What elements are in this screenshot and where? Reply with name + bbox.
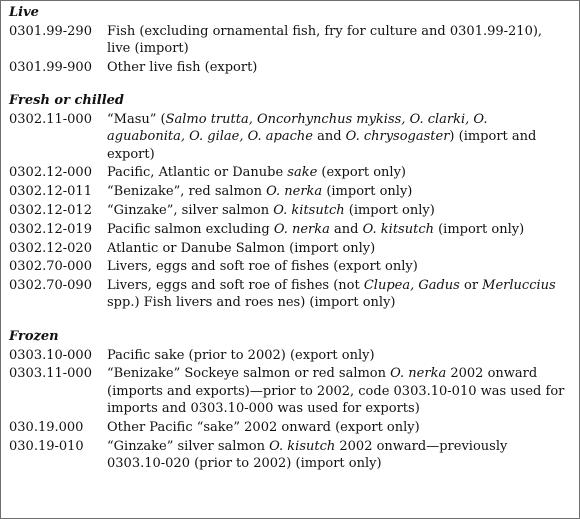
description-text: “Masu” ( <box>107 111 166 127</box>
species-name: O. nerka <box>390 366 447 382</box>
section-heading: Live <box>9 5 39 20</box>
code-row <box>9 258 575 275</box>
commodity-description <box>107 221 575 238</box>
code-row <box>9 59 575 76</box>
commodity-code: 0302.12-011 <box>9 184 92 200</box>
description-text: 2002 onward (imports and exports)—prior to 2002, code 0303.10-010 was used for imports and 0303.10-000 was used for exports) <box>107 366 565 416</box>
code-row <box>9 365 575 417</box>
commodity-description <box>107 419 575 436</box>
commodity-code: 0302.12-019 <box>9 221 92 237</box>
code-row <box>9 202 575 219</box>
code-row <box>9 240 575 257</box>
description-text: “Ginzake”, silver salmon <box>107 202 274 218</box>
description-text: or <box>459 278 483 294</box>
code-row <box>9 111 575 163</box>
description-text: and <box>329 221 363 237</box>
species-name: O. chrysogaster <box>345 129 450 145</box>
code-row <box>9 277 575 312</box>
description-text: Pacific, Atlantic or Danube <box>107 165 288 181</box>
code-row <box>9 347 575 364</box>
species-name: O. nerka <box>273 221 330 237</box>
code-list <box>9 4 575 488</box>
description-text: (import only) <box>344 202 435 218</box>
description-text: Fish (excluding ornamental fish, fry for culture and 0301.99-210), live (import) <box>107 23 543 57</box>
species-name: O. kitsutch <box>362 221 434 237</box>
code-row <box>9 438 575 473</box>
commodity-description <box>107 365 575 417</box>
commodity-description <box>107 183 575 200</box>
commodity-code: 0302.12-020 <box>9 240 92 256</box>
species-name: O. kisutch <box>269 438 336 454</box>
description-text: Pacific sake (prior to 2002) (export only) <box>107 347 375 363</box>
commodity-description <box>107 277 575 312</box>
commodity-code: 0302.70-000 <box>9 259 92 275</box>
commodity-description <box>107 59 575 76</box>
description-text: Livers, eggs and soft roe of fishes (export only) <box>107 259 418 275</box>
commodity-code: 0302.12-012 <box>9 202 92 218</box>
description-text: Atlantic or Danube Salmon (import only) <box>107 240 376 256</box>
description-text: “Benizake”, red salmon <box>107 184 267 200</box>
section-heading: Frozen <box>9 328 59 344</box>
description-text: (import only) <box>433 221 525 237</box>
commodity-description <box>107 202 575 219</box>
code-row <box>9 419 575 436</box>
description-text: “Benizake” Sockeye salmon or red salmon <box>107 366 391 382</box>
description-text: (import only) <box>322 184 413 200</box>
description-text: (export only) <box>317 165 407 181</box>
commodity-code: 0303.10-000 <box>9 347 92 363</box>
commodity-description <box>107 164 575 181</box>
code-row <box>9 183 575 200</box>
commodity-code: 0303.11-000 <box>9 366 92 382</box>
description-text: Pacific salmon excluding <box>107 221 274 237</box>
commodity-description <box>107 438 575 473</box>
species-name: sake <box>287 165 318 181</box>
species-name: Merluccius <box>482 278 556 294</box>
section-heading: Fresh or chilled <box>9 93 125 109</box>
description-text: Other live fish (export) <box>107 59 258 75</box>
description-text: 2002 onward—previously 0303.10-020 (prior to 2002) (import only) <box>107 438 508 471</box>
commodity-code: 0302.12-000 <box>9 165 92 181</box>
code-row <box>9 23 575 58</box>
code-row <box>9 221 575 238</box>
description-text: spp.) Fish livers and roes nes) (import only) <box>107 295 396 311</box>
species-name: O. nerka <box>266 184 323 200</box>
commodity-code: 0302.70-090 <box>9 278 92 294</box>
description-text: “Ginzake” silver salmon <box>107 438 270 454</box>
section <box>9 328 575 472</box>
commodity-description <box>107 347 575 364</box>
commodity-description <box>107 111 575 163</box>
commodity-code: 0302.11-000 <box>9 111 92 127</box>
species-name: O. kitsutch <box>273 202 345 218</box>
section <box>9 92 575 312</box>
description-text: and <box>312 129 346 145</box>
section <box>9 4 575 76</box>
species-name: Clupea, Gadus <box>363 278 460 294</box>
commodity-description <box>107 240 575 257</box>
species-name: Salmo trutta, Oncorhynchus mykiss, O. clarki, O. aguabonita, O. gilae, O. apache <box>107 111 488 145</box>
commodity-code: 0301.99-290 <box>9 23 92 39</box>
code-row <box>9 164 575 181</box>
commodity-code: 0301.99-900 <box>9 59 92 75</box>
description-text: Other Pacific “sake” 2002 onward (export only) <box>107 419 420 435</box>
commodity-description <box>107 258 575 275</box>
description-text: Livers, eggs and soft roe of fishes (not <box>107 278 364 294</box>
commodity-description <box>107 23 575 58</box>
commodity-code: 030.19.000 <box>9 419 84 435</box>
description-text: ) (import and export) <box>107 129 537 162</box>
commodity-code: 030.19-010 <box>9 438 84 454</box>
